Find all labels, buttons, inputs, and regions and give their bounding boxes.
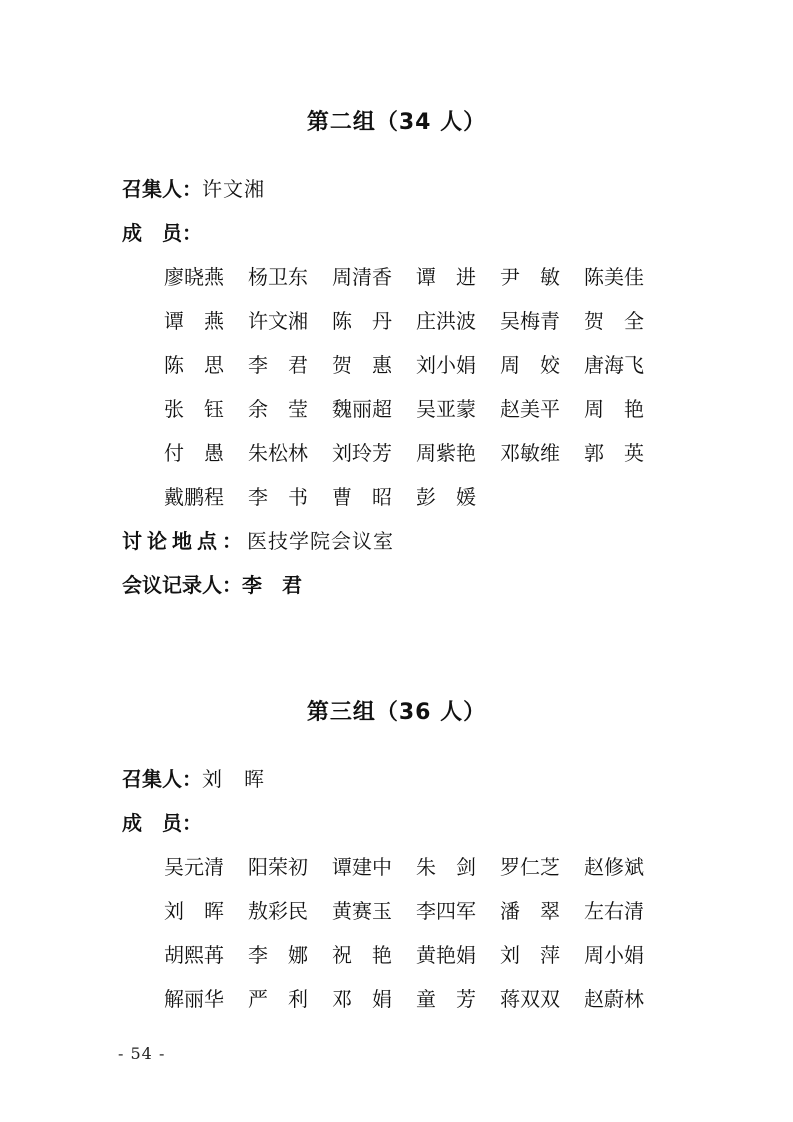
member-name: 祝 艳 — [332, 943, 392, 967]
member-name: 阳荣初 — [248, 855, 308, 879]
member-name: 尹 敏 — [500, 265, 560, 289]
group-3-title: 第三组（36 人） — [306, 700, 487, 725]
group-2-member-list — [164, 263, 664, 527]
member-name: 余 莹 — [248, 397, 308, 421]
member-name: 蒋双双 — [500, 987, 560, 1011]
members-label: 成 员： — [122, 811, 202, 835]
convener-name: 刘 晖 — [202, 767, 265, 791]
group-2-title: 第二组（34 人） — [306, 110, 487, 135]
member-name: 周小娟 — [584, 943, 644, 967]
member-name: 郭 英 — [584, 441, 644, 465]
group-3-convener-row — [122, 765, 265, 793]
member-name: 吴梅青 — [500, 309, 560, 333]
member-name: 吴元清 — [164, 855, 224, 879]
convener-label: 召集人： — [122, 177, 202, 201]
group-3-member-list — [164, 853, 664, 1029]
member-name: 邓 娟 — [332, 987, 392, 1011]
member-name: 刘玲芳 — [332, 441, 392, 465]
member-name: 谭 进 — [416, 265, 476, 289]
group-2-recorder-row — [122, 571, 302, 599]
member-name: 赵美平 — [500, 397, 560, 421]
member-name: 邓敏维 — [500, 441, 560, 465]
member-name: 黄赛玉 — [332, 899, 392, 923]
member-name: 周紫艳 — [416, 441, 476, 465]
member-name: 朱 剑 — [416, 855, 476, 879]
member-name: 刘 萍 — [500, 943, 560, 967]
page-number: - 54 - — [118, 1044, 166, 1063]
convener-label: 召集人： — [122, 767, 202, 791]
member-name: 陈 丹 — [332, 309, 392, 333]
member-name: 贺 惠 — [332, 353, 392, 377]
recorder-name: 李 君 — [242, 573, 302, 597]
member-name: 敖彩民 — [248, 899, 308, 923]
member-name: 张 钰 — [164, 397, 224, 421]
member-name: 唐海飞 — [584, 353, 644, 377]
member-name: 左右清 — [584, 899, 644, 923]
member-name: 胡熙苒 — [164, 943, 224, 967]
member-name: 周 艳 — [584, 397, 644, 421]
member-name: 付 愚 — [164, 441, 224, 465]
member-name: 刘 晖 — [164, 899, 224, 923]
member-name: 严 利 — [248, 987, 308, 1011]
members-label: 成 员： — [122, 221, 202, 245]
member-name: 廖晓燕 — [164, 265, 224, 289]
member-name: 魏丽超 — [332, 397, 392, 421]
member-name: 贺 全 — [584, 309, 644, 333]
member-name: 许文湘 — [248, 309, 308, 333]
member-name: 杨卫东 — [248, 265, 308, 289]
recorder-label: 会议记录人： — [122, 573, 242, 597]
member-name: 刘小娟 — [416, 353, 476, 377]
member-name: 周清香 — [332, 265, 392, 289]
member-name: 周 姣 — [500, 353, 560, 377]
member-name: 李 君 — [248, 353, 308, 377]
group-2-members-label-row — [122, 219, 202, 247]
member-name: 谭 燕 — [164, 309, 224, 333]
member-name: 朱松林 — [248, 441, 308, 465]
member-name: 罗仁芝 — [500, 855, 560, 879]
member-name: 庄洪波 — [416, 309, 476, 333]
group-2-convener-row — [122, 175, 265, 203]
member-name: 李 娜 — [248, 943, 308, 967]
member-name: 李 书 — [248, 485, 308, 509]
member-name: 陈美佳 — [584, 265, 644, 289]
member-name: 赵蔚林 — [584, 987, 644, 1011]
member-name: 解丽华 — [164, 987, 224, 1011]
member-name: 彭 媛 — [416, 485, 476, 509]
location-label: 讨论地点： — [122, 529, 247, 553]
member-name: 吴亚蒙 — [416, 397, 476, 421]
member-name: 谭建中 — [332, 855, 392, 879]
member-name: 潘 翠 — [500, 899, 560, 923]
member-name: 童 芳 — [416, 987, 476, 1011]
convener-name: 许文湘 — [202, 177, 265, 201]
member-name: 李四军 — [416, 899, 476, 923]
member-name: 曹 昭 — [332, 485, 392, 509]
group-2-location-row — [122, 527, 394, 555]
member-name: 赵修斌 — [584, 855, 644, 879]
group-3-members-label-row — [122, 809, 202, 837]
member-name: 戴鹏程 — [164, 485, 224, 509]
location-value: 医技学院会议室 — [247, 529, 394, 553]
member-name: 黄艳娟 — [416, 943, 476, 967]
member-name: 陈 思 — [164, 353, 224, 377]
